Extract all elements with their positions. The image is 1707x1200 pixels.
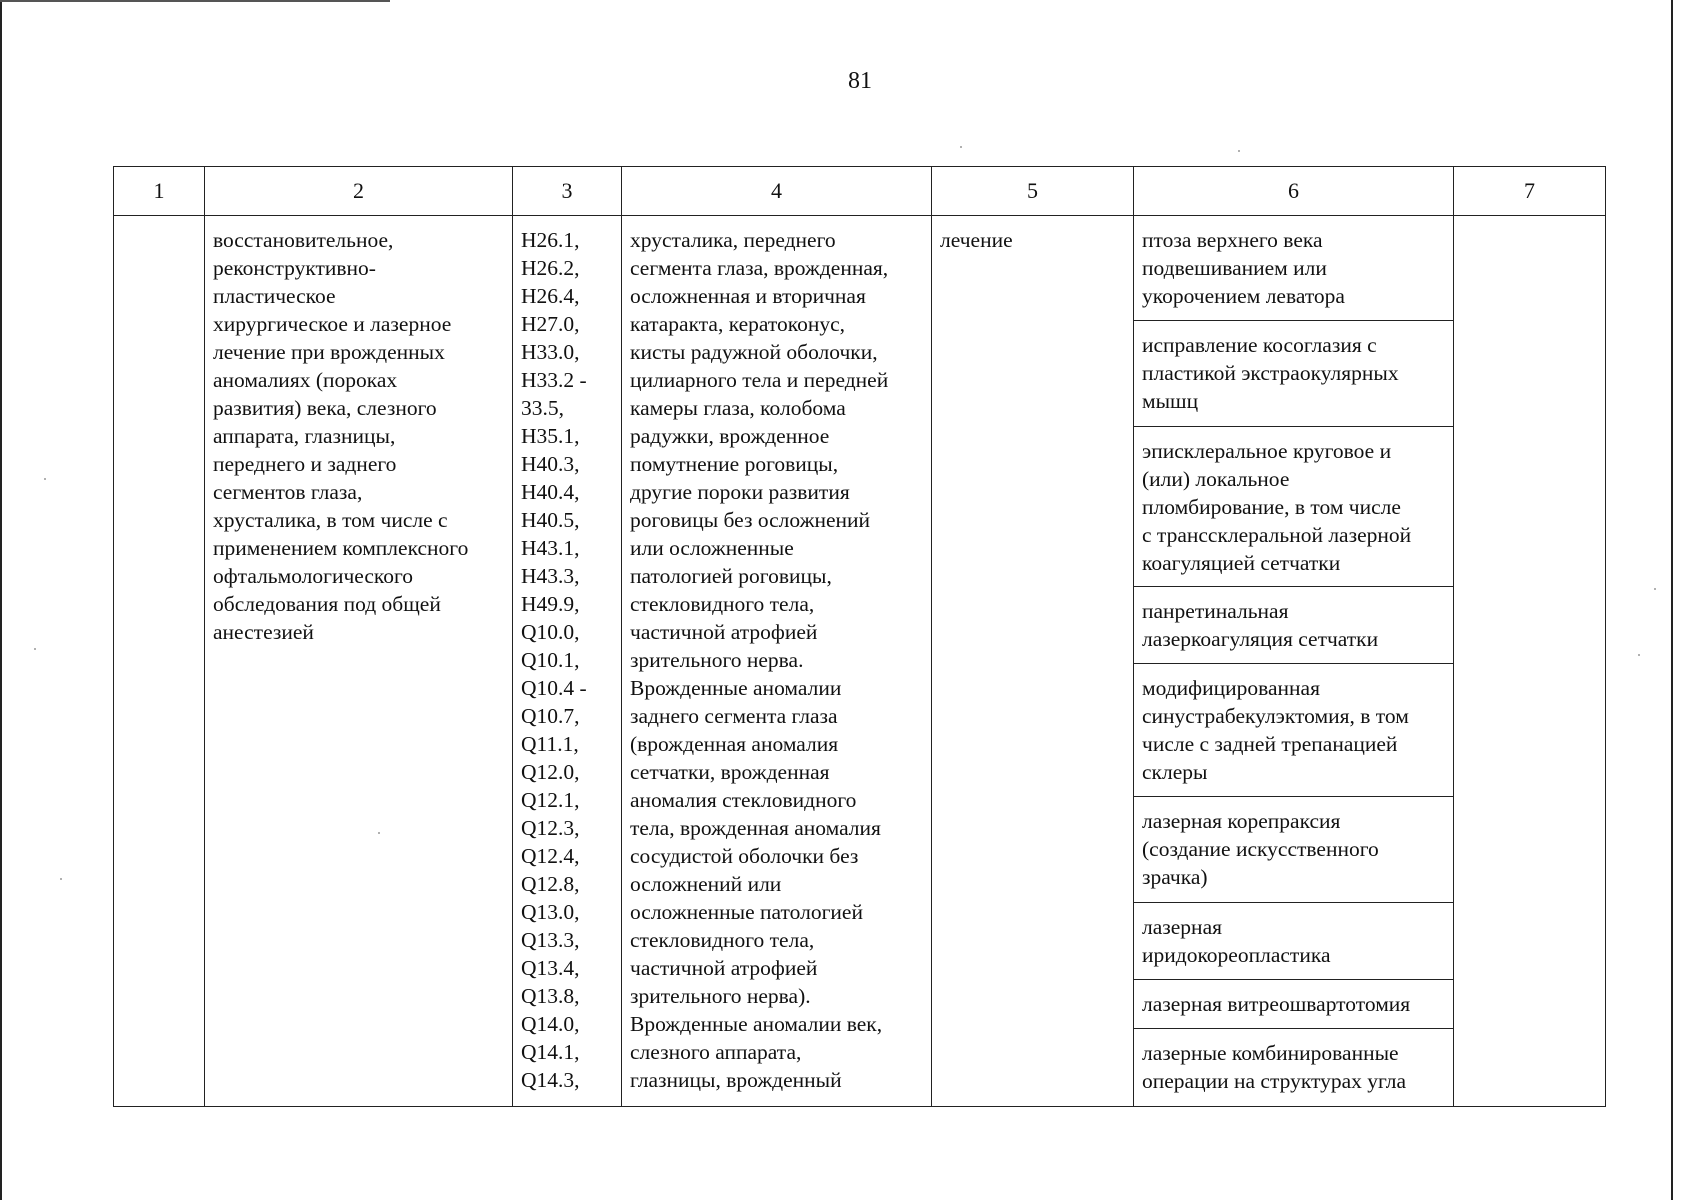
treatment-method: панретинальная лазеркоагуляция сетчатки — [1134, 587, 1453, 664]
column-header-4: 4 — [622, 167, 932, 216]
treatment-method: эписклеральное круговое и (или) локальное пломбирование, в том числе с транссклеральной лазерной коагуляцией сетчатки — [1134, 427, 1453, 587]
scan-speck — [44, 478, 46, 480]
cell-norm — [1454, 216, 1606, 1107]
treatment-method: модифицированная синустрабекулэктомия, в том числе с задней трепанацией склеры — [1134, 664, 1453, 797]
treatment-method: лазерная корепраксия (создание искусственного зрачка) — [1134, 797, 1453, 903]
page-frame-top — [0, 0, 390, 2]
column-header-2: 2 — [205, 167, 513, 216]
treatment-method: лазерная иридокореопластика — [1134, 903, 1453, 980]
treatment-methods-list — [1134, 216, 1453, 1106]
scan-speck — [60, 878, 62, 880]
cell-number — [114, 216, 205, 1107]
scan-speck — [1638, 654, 1640, 656]
cell-treatment-methods — [1134, 216, 1454, 1107]
treatment-method: лазерные комбинированные операции на структурах угла — [1142, 1041, 1407, 1093]
cell-treatment-profile: восстановительное, реконструктивно- пластическое хирургическое и лазерное лечение при врожденных аномалиях (пороках развития) века, слезного аппарата, глазницы, переднего и заднего сегментов глаза, хрусталика, в том числе с применением комплексного офтальмологического обследования под общей анестезией — [205, 216, 513, 1107]
column-header-1: 1 — [114, 167, 205, 216]
table-header-row — [114, 167, 1606, 216]
cell-icd-codes: H26.1, H26.2, H26.4, H27.0, H33.0, H33.2 - 33.5, H35.1, H40.3, H40.4, H40.5, H43.1, H43.3, H49.9, Q10.0, Q10.1, Q10.4 - Q10.7, Q11.1, Q12.0, Q12.1, Q12.3, Q12.4, Q12.8, Q13.0, Q13.3, Q13.4, Q13.8, Q14.0, Q14.1, Q14.3, — [513, 216, 622, 1107]
column-header-3: 3 — [513, 167, 622, 216]
cell-treatment-type: лечение — [932, 216, 1134, 1107]
treatment-method: лазерная витреошвартотомия — [1134, 980, 1453, 1029]
page-frame-right — [1671, 0, 1673, 1200]
scan-speck — [1654, 588, 1656, 590]
column-header-6: 6 — [1134, 167, 1454, 216]
cell-disease-model: хрусталика, переднего сегмента глаза, врожденная, осложненная и вторичная катаракта, кератоконус, кисты радужной оболочки, цилиарного тела и передней камеры глаза, колобома радужки, врожденное помутнение роговицы, другие пороки развития роговицы без осложнений или осложненные патологией роговицы, стекловидного тела, частичной атрофией зрительного нерва. Врожденные аномалии заднего сегмента глаза (врожденная аномалия сетчатки, врожденная аномалия стекловидного тела, врожденная аномалия сосудистой оболочки без осложнений или осложненные патологией стекловидного тела, частичной атрофией зрительного нерва). Врожденные аномалии век, слезного аппарата, глазницы, врожденный — [622, 216, 932, 1107]
treatment-method: исправление косоглазия с пластикой экстраокулярных мышц — [1134, 321, 1453, 427]
scan-speck — [34, 648, 36, 650]
table-row — [114, 216, 1606, 1107]
scan-speck — [960, 146, 962, 148]
scan-speck — [1238, 150, 1240, 152]
column-header-5: 5 — [932, 167, 1134, 216]
document-table — [113, 166, 1606, 1107]
page-frame-left — [0, 0, 2, 1200]
treatment-method: птоза верхнего века подвешиванием или укорочением леватора — [1134, 216, 1453, 321]
column-header-7: 7 — [1454, 167, 1606, 216]
page-number: 81 — [848, 68, 872, 94]
